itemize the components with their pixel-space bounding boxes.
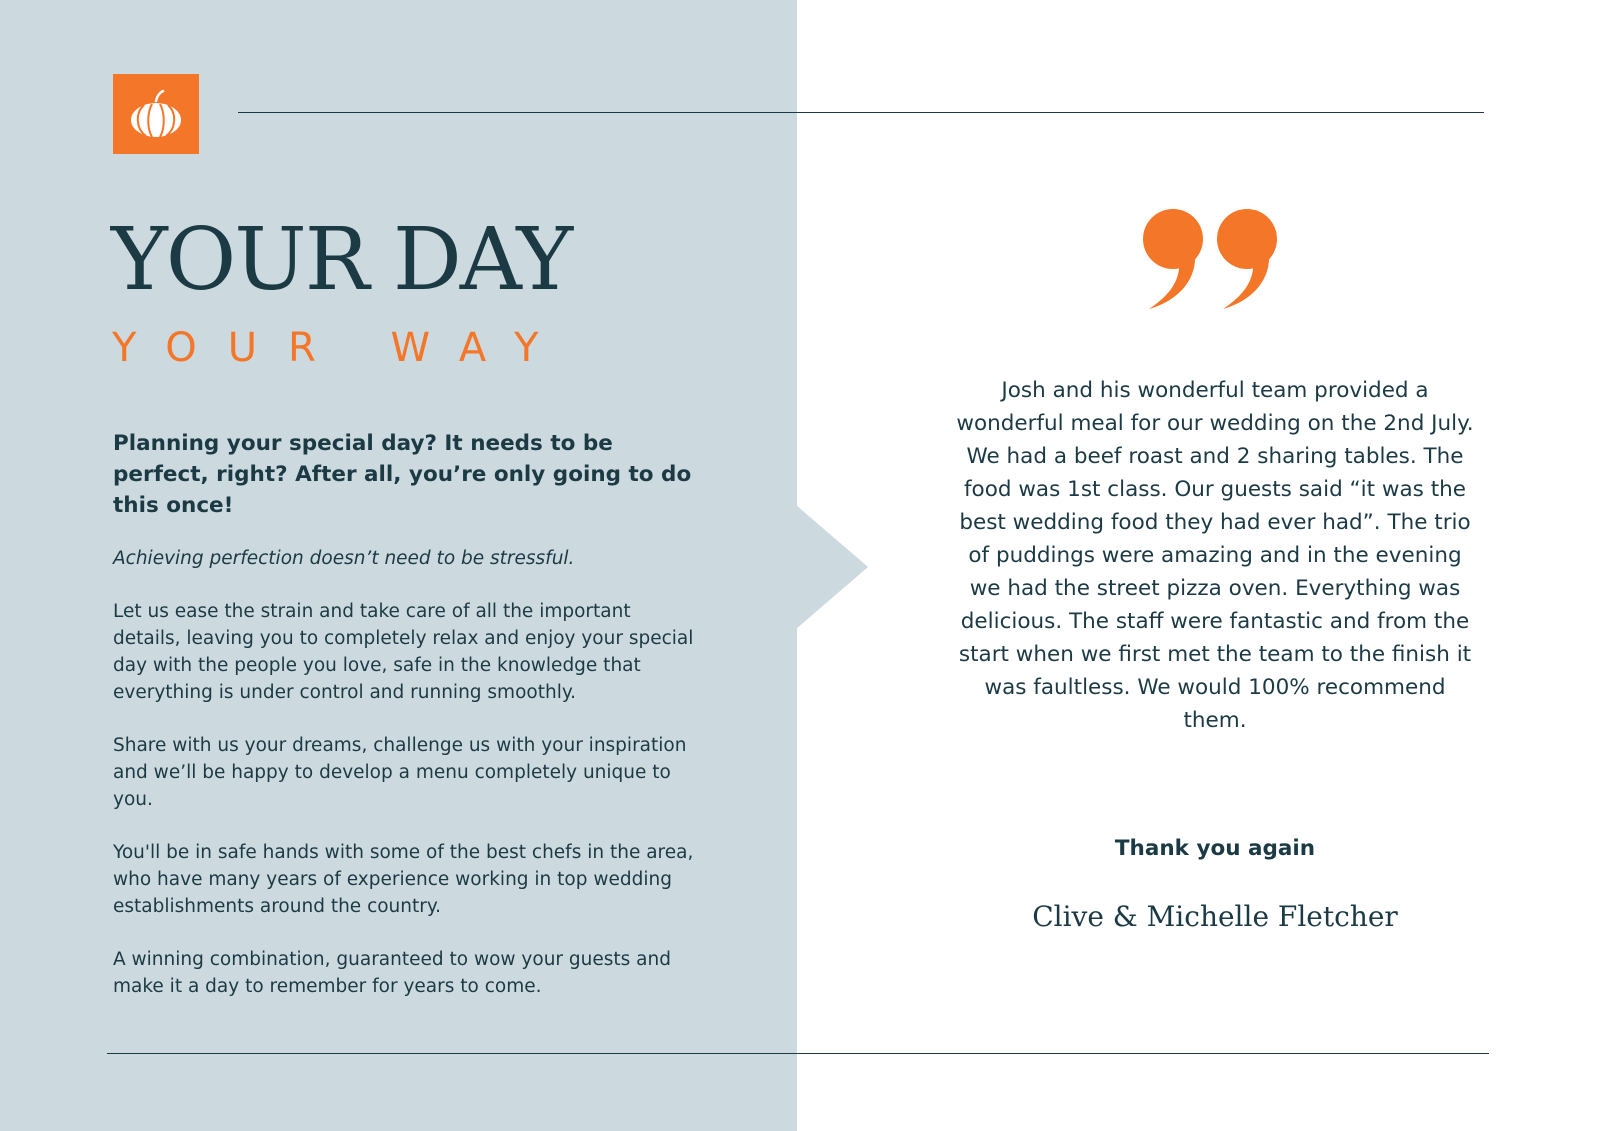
testimonial-thanks: Thank you again xyxy=(1114,836,1316,861)
intro-paragraph: Share with us your dreams, challenge us with your inspiration and we’ll be happy to develop a menu completely unique to you. xyxy=(113,735,687,810)
quote-mark-icon xyxy=(1143,205,1293,310)
testimonial-signature: Clive & Michelle Fletcher xyxy=(1032,900,1398,933)
pumpkin-icon xyxy=(128,89,184,139)
top-divider xyxy=(238,112,1484,113)
arrow-pointer xyxy=(796,505,868,629)
bottom-divider xyxy=(107,1053,1489,1054)
intro-section xyxy=(113,428,703,1000)
intro-italic: Achieving perfection doesn’t need to be stressful. xyxy=(113,548,575,569)
page-subtitle: YOUR WAY xyxy=(112,325,570,371)
logo xyxy=(113,74,199,154)
intro-paragraph: A winning combination, guaranteed to wow your guests and make it a day to remember for years to come. xyxy=(113,949,671,997)
intro-lead: Planning your special day? It needs to be perfect, right? After all, you’re only going to do this once! xyxy=(113,431,692,518)
intro-paragraph: Let us ease the strain and take care of all the important details, leaving you to completely relax and enjoy your special day with the people you love, safe in the knowledge that everything is under control and running smoothly. xyxy=(113,601,694,703)
intro-paragraph: You'll be in safe hands with some of the best chefs in the area, who have many years of experience working in top wedding establishments around the country. xyxy=(113,842,694,917)
testimonial-text: Josh and his wonderful team provided a wonderful meal for our wedding on the 2nd July. We had a beef roast and 2 sharing tables. The food was 1st class. Our guests said “it was the best wedding food they had ever had”. The trio of puddings were amazing and in the evening we had the street pizza oven. Everything was delicious. The staff were fantastic and from the start when we first met the team to the finish it was faultless. We would 100% recommend them. xyxy=(956,378,1474,733)
page-title: YOUR DAY xyxy=(111,210,572,310)
